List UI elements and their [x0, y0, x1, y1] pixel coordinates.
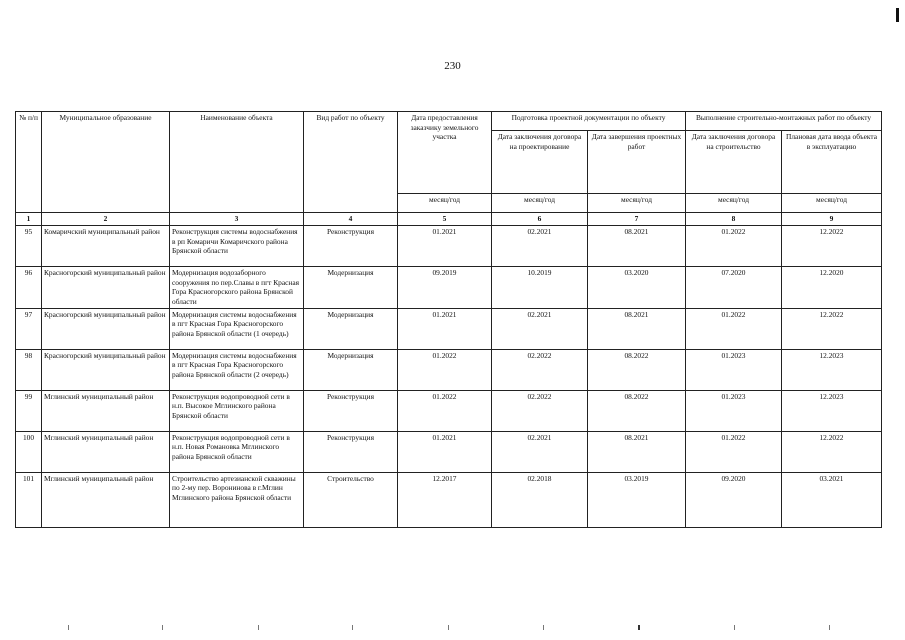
- header-construction-contract: Дата заключения договора на строительство: [686, 131, 782, 194]
- row-design-contract: 10.2019: [492, 267, 588, 309]
- row-work-type: Модернизация: [304, 349, 398, 390]
- column-number-row: [16, 213, 882, 226]
- row-work-type: Реконструкция: [304, 226, 398, 267]
- row-land-date: 12.2017: [398, 472, 492, 527]
- row-commissioning: 12.2023: [782, 390, 882, 431]
- scan-speck: [162, 625, 163, 630]
- row-design-contract: 02.2021: [492, 308, 588, 349]
- row-num: 101: [16, 472, 42, 527]
- row-object-name: Модернизация водозаборного сооружения по пер.Славы в пгт Красная Гора Красногорского района Брянской области: [170, 267, 304, 309]
- row-land-date: 01.2022: [398, 390, 492, 431]
- row-design-completion: 08.2022: [588, 390, 686, 431]
- row-num: 99: [16, 390, 42, 431]
- scan-artifacts: [0, 622, 905, 634]
- row-work-type: Строительство: [304, 472, 398, 527]
- table-row: [16, 267, 882, 309]
- row-num: 98: [16, 349, 42, 390]
- row-design-completion: 08.2022: [588, 349, 686, 390]
- row-commissioning: 12.2023: [782, 349, 882, 390]
- page-number: 230: [444, 60, 461, 72]
- unit-label: месяц/год: [492, 194, 588, 213]
- row-num: 100: [16, 431, 42, 472]
- column-number: 4: [304, 213, 398, 226]
- row-work-type: Реконструкция: [304, 390, 398, 431]
- table-row: [16, 226, 882, 267]
- column-number: 3: [170, 213, 304, 226]
- row-design-completion: 08.2021: [588, 226, 686, 267]
- table-body: [16, 226, 882, 528]
- unit-label: месяц/год: [588, 194, 686, 213]
- scan-speck: [829, 625, 830, 630]
- header-design-completion: Дата завершения проектных работ: [588, 131, 686, 194]
- header-design-contract: Дата заключения договора на проектирование: [492, 131, 588, 194]
- row-construction-contract: 01.2022: [686, 308, 782, 349]
- row-design-contract: 02.2021: [492, 226, 588, 267]
- table-row: [16, 349, 882, 390]
- column-number: 5: [398, 213, 492, 226]
- row-land-date: 01.2021: [398, 226, 492, 267]
- row-municipality: Комаричский муниципальный район: [42, 226, 170, 267]
- row-object-name: Строительство артезианской скважины по 2-му пер. Воронинова в г.Мглин Мглинского района Брянской области: [170, 472, 304, 527]
- objects-table: [15, 111, 882, 528]
- header-num: № п/п: [16, 112, 42, 213]
- row-land-date: 01.2022: [398, 349, 492, 390]
- row-work-type: Модернизация: [304, 267, 398, 309]
- row-municipality: Красногорский муниципальный район: [42, 308, 170, 349]
- row-construction-contract: 01.2023: [686, 390, 782, 431]
- table-row: [16, 308, 882, 349]
- unit-label: месяц/год: [398, 194, 492, 213]
- row-design-contract: 02.2018: [492, 472, 588, 527]
- row-design-contract: 02.2021: [492, 431, 588, 472]
- header-design-group: Подготовка проектной документации по объекту: [492, 112, 686, 131]
- scan-speck: [258, 625, 259, 630]
- scan-speck: [68, 625, 69, 630]
- scan-edge-mark: [896, 8, 899, 22]
- header-object-name: Наименование объекта: [170, 112, 304, 213]
- row-object-name: Реконструкция водопроводной сети в н.п. Новая Романовка Мглинского района Брянской области: [170, 431, 304, 472]
- row-land-date: 09.2019: [398, 267, 492, 309]
- header-work-type: Вид работ по объекту: [304, 112, 398, 213]
- scan-speck: [448, 625, 449, 630]
- scan-speck: [352, 625, 353, 630]
- row-object-name: Реконструкция водопроводной сети в н.п. Высокое Мглинского района Брянской области: [170, 390, 304, 431]
- row-land-date: 01.2021: [398, 431, 492, 472]
- row-object-name: Модернизация системы водоснабжения в пгт Красная Гора Красногорского района Брянской области (2 очередь): [170, 349, 304, 390]
- row-municipality: Мглинский муниципальный район: [42, 431, 170, 472]
- row-municipality: Мглинский муниципальный район: [42, 390, 170, 431]
- row-design-contract: 02.2022: [492, 349, 588, 390]
- row-commissioning: 12.2022: [782, 226, 882, 267]
- row-object-name: Модернизация системы водоснабжения в пгт Красная Гора Красногорского района Брянской области (1 очередь): [170, 308, 304, 349]
- header-construction-group: Выполнение строительно-монтажных работ по объекту: [686, 112, 882, 131]
- row-construction-contract: 01.2022: [686, 226, 782, 267]
- row-construction-contract: 09.2020: [686, 472, 782, 527]
- row-design-contract: 02.2022: [492, 390, 588, 431]
- row-num: 95: [16, 226, 42, 267]
- header-land-date: Дата предоставления заказчику земельного участка: [398, 112, 492, 194]
- column-number: 1: [16, 213, 42, 226]
- column-number: 7: [588, 213, 686, 226]
- table-header: [16, 112, 882, 226]
- column-number: 6: [492, 213, 588, 226]
- row-num: 96: [16, 267, 42, 309]
- row-design-completion: 08.2021: [588, 431, 686, 472]
- row-construction-contract: 07.2020: [686, 267, 782, 309]
- row-work-type: Реконструкция: [304, 431, 398, 472]
- table-row: [16, 390, 882, 431]
- row-construction-contract: 01.2022: [686, 431, 782, 472]
- table-row: [16, 472, 882, 527]
- row-municipality: Мглинский муниципальный район: [42, 472, 170, 527]
- row-commissioning: 12.2022: [782, 431, 882, 472]
- row-design-completion: 03.2019: [588, 472, 686, 527]
- unit-label: месяц/год: [686, 194, 782, 213]
- scan-speck: [734, 625, 735, 630]
- row-design-completion: 08.2021: [588, 308, 686, 349]
- row-commissioning: 12.2020: [782, 267, 882, 309]
- column-number: 2: [42, 213, 170, 226]
- scan-speck: [543, 625, 544, 630]
- row-construction-contract: 01.2023: [686, 349, 782, 390]
- scan-speck: [638, 625, 640, 630]
- row-land-date: 01.2021: [398, 308, 492, 349]
- row-municipality: Красногорский муниципальный район: [42, 349, 170, 390]
- column-number: 8: [686, 213, 782, 226]
- row-design-completion: 03.2020: [588, 267, 686, 309]
- table-row: [16, 431, 882, 472]
- row-work-type: Модернизация: [304, 308, 398, 349]
- header-commissioning: Плановая дата ввода объекта в эксплуатацию: [782, 131, 882, 194]
- unit-label: месяц/год: [782, 194, 882, 213]
- row-num: 97: [16, 308, 42, 349]
- row-commissioning: 03.2021: [782, 472, 882, 527]
- column-number: 9: [782, 213, 882, 226]
- row-commissioning: 12.2022: [782, 308, 882, 349]
- row-municipality: Красногорский муниципальный район: [42, 267, 170, 309]
- row-object-name: Реконструкция системы водоснабжения в рп Комаричи Комаричского района Брянской области: [170, 226, 304, 267]
- header-municipality: Муниципальное образование: [42, 112, 170, 213]
